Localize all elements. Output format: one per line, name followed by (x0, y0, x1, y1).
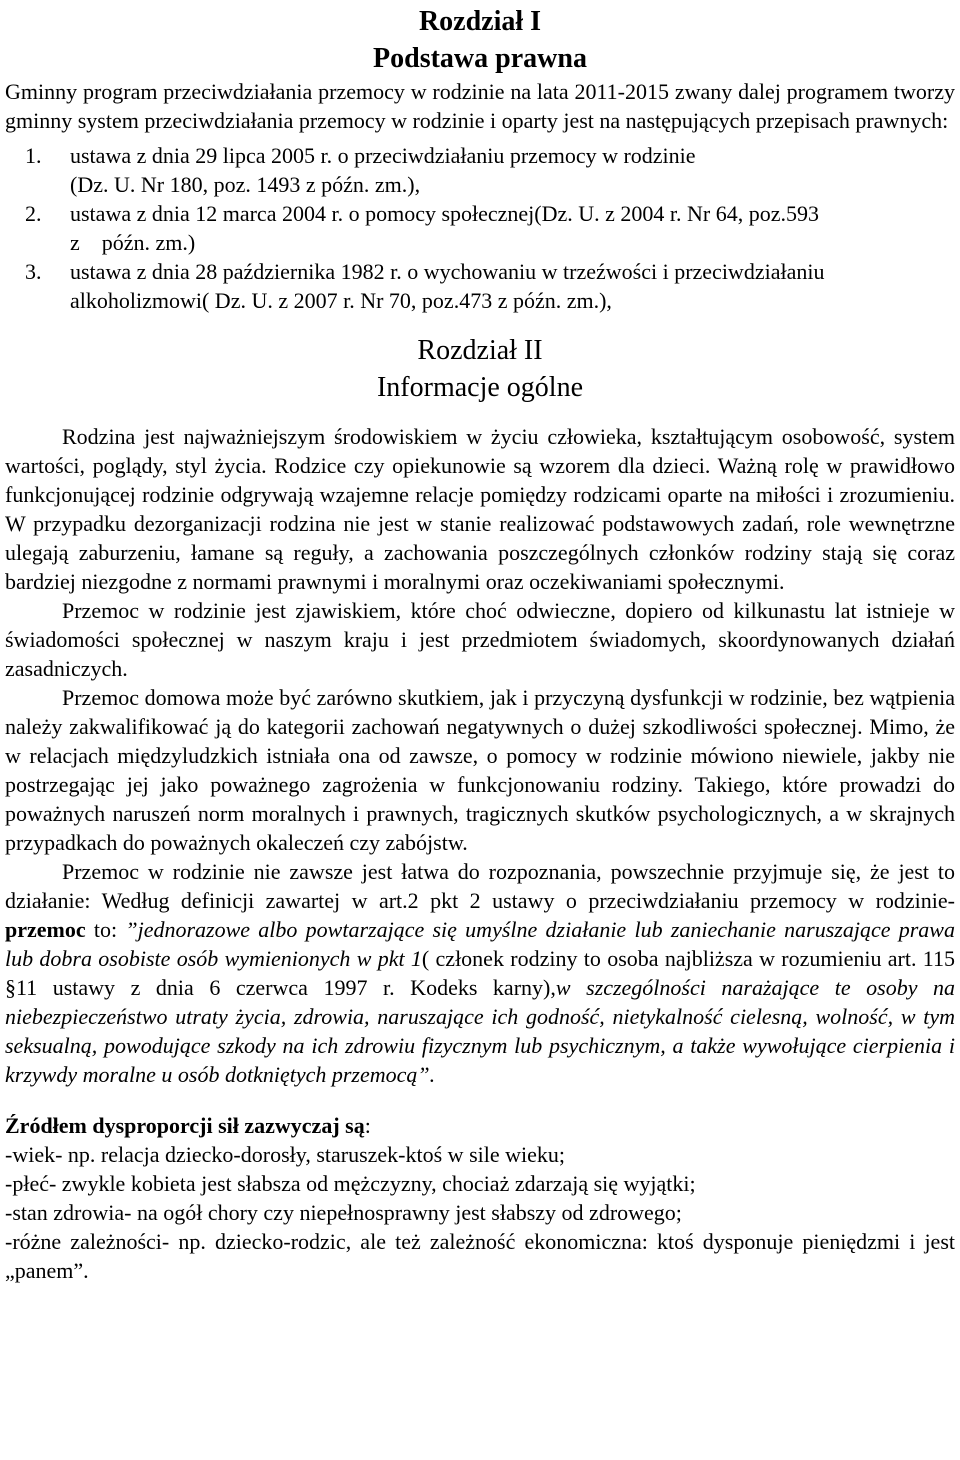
list-item: -wiek- np. relacja dziecko-dorosły, staruszek-ktoś w sile wieku; (5, 1142, 566, 1167)
legal-basis-list (5, 141, 955, 315)
list-item-line: (Dz. U. Nr 180, poz. 1493 z późn. zm.), (70, 172, 421, 197)
chapter1-intro: Gminny program przeciwdziałania przemocy w rodzinie na lata 2011-2015 zwany dalej programem tworzy gminny system przeciwdziałania przemocy w rodzinie i oparty jest na następujących przepisach prawnych: (5, 79, 955, 133)
chapter1-subtitle: Podstawa prawna (373, 43, 587, 74)
paragraph-text: to: (85, 917, 126, 942)
sources-colon: : (364, 1113, 371, 1138)
list-item-line: z późn. zm.) (70, 230, 196, 255)
chapter2-header (5, 332, 955, 406)
sources-list (5, 1140, 955, 1285)
list-item: -płeć- zwykle kobieta jest słabsza od mężczyzny, chociaż zdarzają się wyjątki; (5, 1171, 696, 1196)
chapter1-title: Rozdział I (418, 6, 542, 37)
paragraph-definition (5, 857, 955, 1089)
list-item: -stan zdrowia- na ogół chory czy niepełnosprawny jest słabszy od zdrowego; (5, 1200, 682, 1225)
sources-heading: Źródłem dysproporcji sił zazwyczaj są (5, 1113, 365, 1138)
emphasis-term: przemoc (5, 917, 86, 942)
chapter2-subtitle: Informacje ogólne (376, 372, 584, 403)
paragraph-text: ( członek rodziny to osoba najbliższa w rozumieniu art. 115 §11 ustawy z dnia 6 czerwca 1997 r. Kodeks karny), (5, 946, 955, 1000)
list-item-line: alkoholizmowi( Dz. U. z 2007 r. Nr 70, poz.473 z późn. zm.), (70, 288, 612, 313)
list-number: 1. (25, 143, 42, 168)
paragraph-text: Przemoc w rodzinie nie zawsze jest łatwa do rozpoznania, powszechnie przyjmuje się, że jest to działanie: Według definicji zawartej w art.2 pkt 2 ustawy o przeciwdziałaniu przemocy w rodzinie- (5, 859, 955, 913)
list-item-line: ustawa z dnia 29 lipca 2005 r. o przeciwdziałaniu przemocy w rodzinie (70, 143, 696, 168)
chapter2-body (5, 422, 955, 1089)
list-number: 3. (25, 259, 42, 284)
list-item (5, 257, 955, 315)
list-number: 2. (25, 201, 42, 226)
quoted-definition: ”jednorazowe albo powtarzające się umyślne działanie lub zaniechanie naruszające prawa lub dobra osobiste osób wymienionych w pkt 1 (5, 917, 955, 971)
list-item (5, 141, 955, 199)
list-item: -różne zależności- np. dziecko-rodzic, ale też zależność ekonomiczna: ktoś dysponuje pieniędzmi i jest „panem”. (5, 1229, 955, 1283)
list-item-line: ustawa z dnia 12 marca 2004 r. o pomocy społecznej(Dz. U. z 2004 r. Nr 64, poz.593 (70, 201, 820, 226)
paragraph: Przemoc w rodzinie jest zjawiskiem, które choć odwieczne, dopiero od kilkunastu lat istnieje w świadomości społecznej w naszym kraju i jest przedmiotem świadomych, skoordynowanych działań zasadniczych. (5, 598, 955, 681)
paragraph: Rodzina jest najważniejszym środowiskiem w życiu człowieka, kształtującym osobowość, system wartości, poglądy, styl życia. Rodzice czy opiekunowie są wzorem dla dzieci. Ważną rolę w prawidłowo funkcjonującej rodzinie odgrywają wzajemne relacje pomiędzy rodzicami oparte na miłości i zrozumieniu. W przypadku dezorganizacji rodzina nie jest w stanie realizować podstawowych zadań, role wewnętrzne ulegają zaburzeniu, łamane są reguły, a zachowania poszczególnych członków rodziny stają się coraz bardziej niezgodne z normami prawnymi i moralnymi oraz oczekiwaniami społecznymi. (5, 424, 955, 594)
sources-heading-line (5, 1111, 955, 1140)
quoted-definition: w szczególności narażające te osoby na niebezpieczeństwo utraty życia, zdrowia, naruszające ich godność, nietykalność cielesną, wolność, w tym seksualną, powodujące szkody na ich zdrowiu fizycznym lub psychicznym, a także wywołujące cierpienia i krzywdy moralne u osób dotkniętych przemocą”. (5, 975, 955, 1087)
list-item (5, 199, 955, 257)
paragraph: Przemoc domowa może być zarówno skutkiem, jak i przyczyną dysfunkcji w rodzinie, bez wątpienia należy zakwalifikować ją do kategorii zachowań negatywnych o dużej szkodliwości społecznej. Mimo, że w relacjach międzyludzkich istniała ona od zawsze, o pomocy w rodzinie mówiono niewiele, jakby nie postrzegając jej jako poważnego zagrożenia w funkcjonowaniu rodziny. Takiego, które prowadzi do poważnych naruszeń norm moralnych i prawnych, tragicznych skutków psychologicznych, a w skrajnych przypadkach do poważnych okaleczeń czy zabójstw. (5, 685, 955, 855)
list-item-line: ustawa z dnia 28 października 1982 r. o wychowaniu w trzeźwości i przeciwdziałaniu (70, 259, 825, 284)
chapter2-title: Rozdział II (417, 335, 543, 366)
